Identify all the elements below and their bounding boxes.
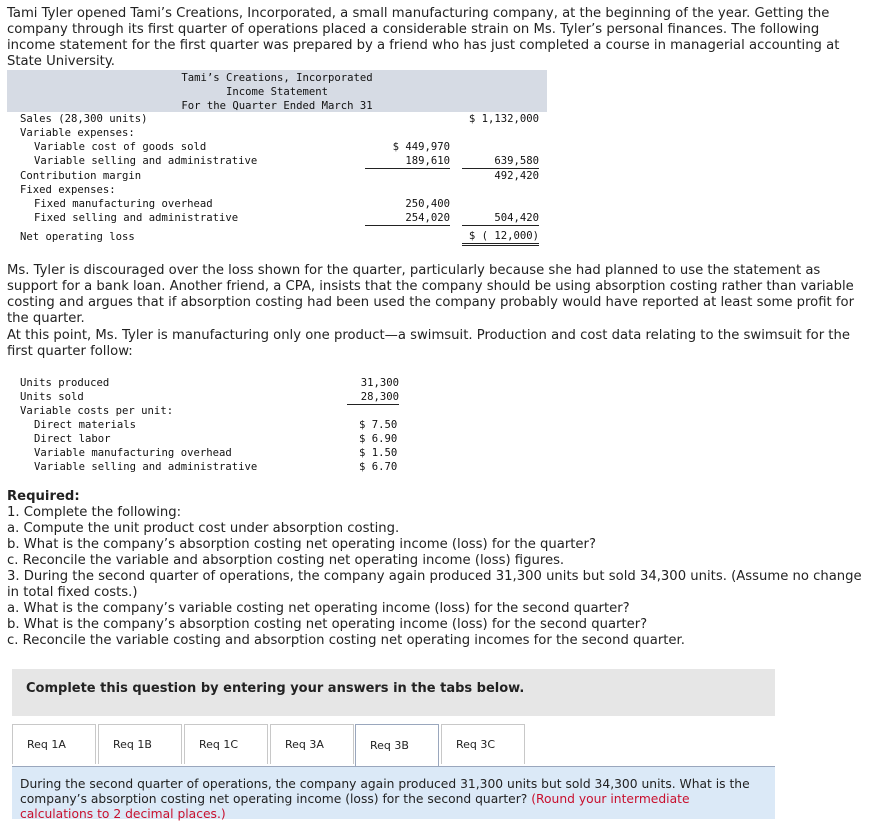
row-col2: 639,580	[462, 154, 539, 169]
tab-req-1b[interactable]	[98, 724, 182, 764]
question-note: (Round your intermediate calculations to 2 decimal places.)	[20, 792, 690, 821]
prod-label: Variable selling and administrative	[34, 461, 258, 473]
intro-paragraph: Tami Tyler opened Tami’s Creations, Incorporated, a small manufacturing company, at the beginning of the year. Getting the company through its first quarter of operations placed a considerable strain on Ms. Tyler’s personal finances. The following income statement for the first quarter was prepared by a friend who has just completed a course in managerial accounting at State University.	[7, 6, 840, 69]
discussion-paragraph: Ms. Tyler is discouraged over the loss shown for the quarter, particularly because she had planned to use the statement as support for a bank loan. Another friend, a CPA, insists that the company should be using absorption costing rather than variable costing and argues that if absorption costing had been used the company probably would have reported at least some profit for the quarter.	[7, 263, 855, 326]
question-text: During the second quarter of operations, the company again produced 31,300 units but sold 34,300 units. What is the company’s absorption costing net operating income (loss) for the second quarter?	[20, 777, 750, 806]
tab-label: Req 3C	[456, 738, 496, 751]
statement-company: Tami’s Creations, Incorporated	[181, 72, 373, 84]
statement-title: Income Statement	[225, 86, 329, 98]
tab-req-3a[interactable]	[270, 724, 354, 764]
row-col1: 189,610	[365, 154, 450, 169]
row-col2: 504,420	[462, 211, 539, 226]
row-label: Net operating loss	[20, 231, 135, 243]
instruction-banner	[12, 669, 775, 716]
prod-value: 31,300	[360, 377, 399, 389]
required-item: 1. Complete the following:	[7, 505, 182, 520]
prod-label: Direct materials	[34, 419, 137, 431]
prod-label: Direct labor	[34, 433, 111, 445]
prod-label: Variable manufacturing overhead	[34, 447, 232, 459]
tab-label: Req 3A	[285, 738, 324, 751]
tab-label: Req 3B	[370, 739, 409, 752]
row-col2: 492,420	[494, 170, 539, 182]
prod-value: $ 7.50	[359, 419, 398, 431]
required-item: c. Reconcile the variable and absorption costing net operating income (loss) figures.	[7, 553, 565, 568]
row-label: Contribution margin	[20, 170, 142, 182]
row-col1: 254,020	[365, 211, 450, 226]
row-label: Variable selling and administrative	[34, 155, 258, 167]
row-col1: $ 449,970	[392, 141, 450, 153]
statement-period: For the Quarter Ended March 31	[181, 100, 373, 112]
question-panel	[12, 766, 775, 819]
prod-label: Units produced	[20, 377, 110, 389]
tab-label: Req 1A	[27, 738, 66, 751]
required-item: 3. During the second quarter of operations, the company again produced 31,300 units but sold 34,300 units. (Assume no change in total fixed costs.)	[7, 569, 862, 600]
income-statement	[7, 70, 547, 250]
product-paragraph: At this point, Ms. Tyler is manufacturing only one product—a swimsuit. Production and cost data relating to the swimsuit for the first quarter follow:	[7, 328, 850, 359]
required-item: a. What is the company’s variable costing net operating income (loss) for the second quarter?	[7, 601, 630, 616]
row-label: Variable expenses:	[20, 127, 135, 139]
tab-req-3b[interactable]	[355, 724, 439, 767]
prod-value: $ 6.70	[359, 461, 398, 473]
question-text-block	[20, 777, 765, 822]
banner-text: Complete this question by entering your answers in the tabs below.	[26, 681, 525, 696]
prod-label: Variable costs per unit:	[20, 405, 174, 417]
required-item: c. Reconcile the variable costing and absorption costing net operating incomes for the second quarter.	[7, 633, 685, 648]
row-col1: 250,400	[405, 198, 450, 210]
prod-value: 28,300	[347, 390, 399, 405]
prod-value: $ 1.50	[359, 447, 398, 459]
tab-label: Req 1B	[113, 738, 152, 751]
tab-req-3c[interactable]	[441, 724, 525, 764]
row-label: Fixed manufacturing overhead	[34, 198, 213, 210]
row-label: Variable cost of goods sold	[34, 141, 207, 153]
tab-req-1a[interactable]	[12, 724, 96, 764]
production-data	[7, 376, 427, 476]
row-label: Fixed expenses:	[20, 184, 116, 196]
required-section	[7, 489, 867, 649]
required-item: a. Compute the unit product cost under absorption costing.	[7, 521, 400, 536]
required-heading: Required:	[7, 489, 80, 504]
prod-label: Units sold	[20, 391, 84, 403]
required-item: b. What is the company’s absorption costing net operating income (loss) for the quarter?	[7, 537, 596, 552]
row-label: Fixed selling and administrative	[34, 212, 239, 224]
row-col2: $ ( 12,000)	[462, 229, 539, 246]
required-item: b. What is the company’s absorption costing net operating income (loss) for the second quarter?	[7, 617, 648, 632]
row-col2: $ 1,132,000	[468, 113, 539, 125]
row-label: Sales (28,300 units)	[20, 113, 148, 125]
tab-label: Req 1C	[199, 738, 239, 751]
prod-value: $ 6.90	[359, 433, 398, 445]
tab-req-1c[interactable]	[184, 724, 268, 764]
